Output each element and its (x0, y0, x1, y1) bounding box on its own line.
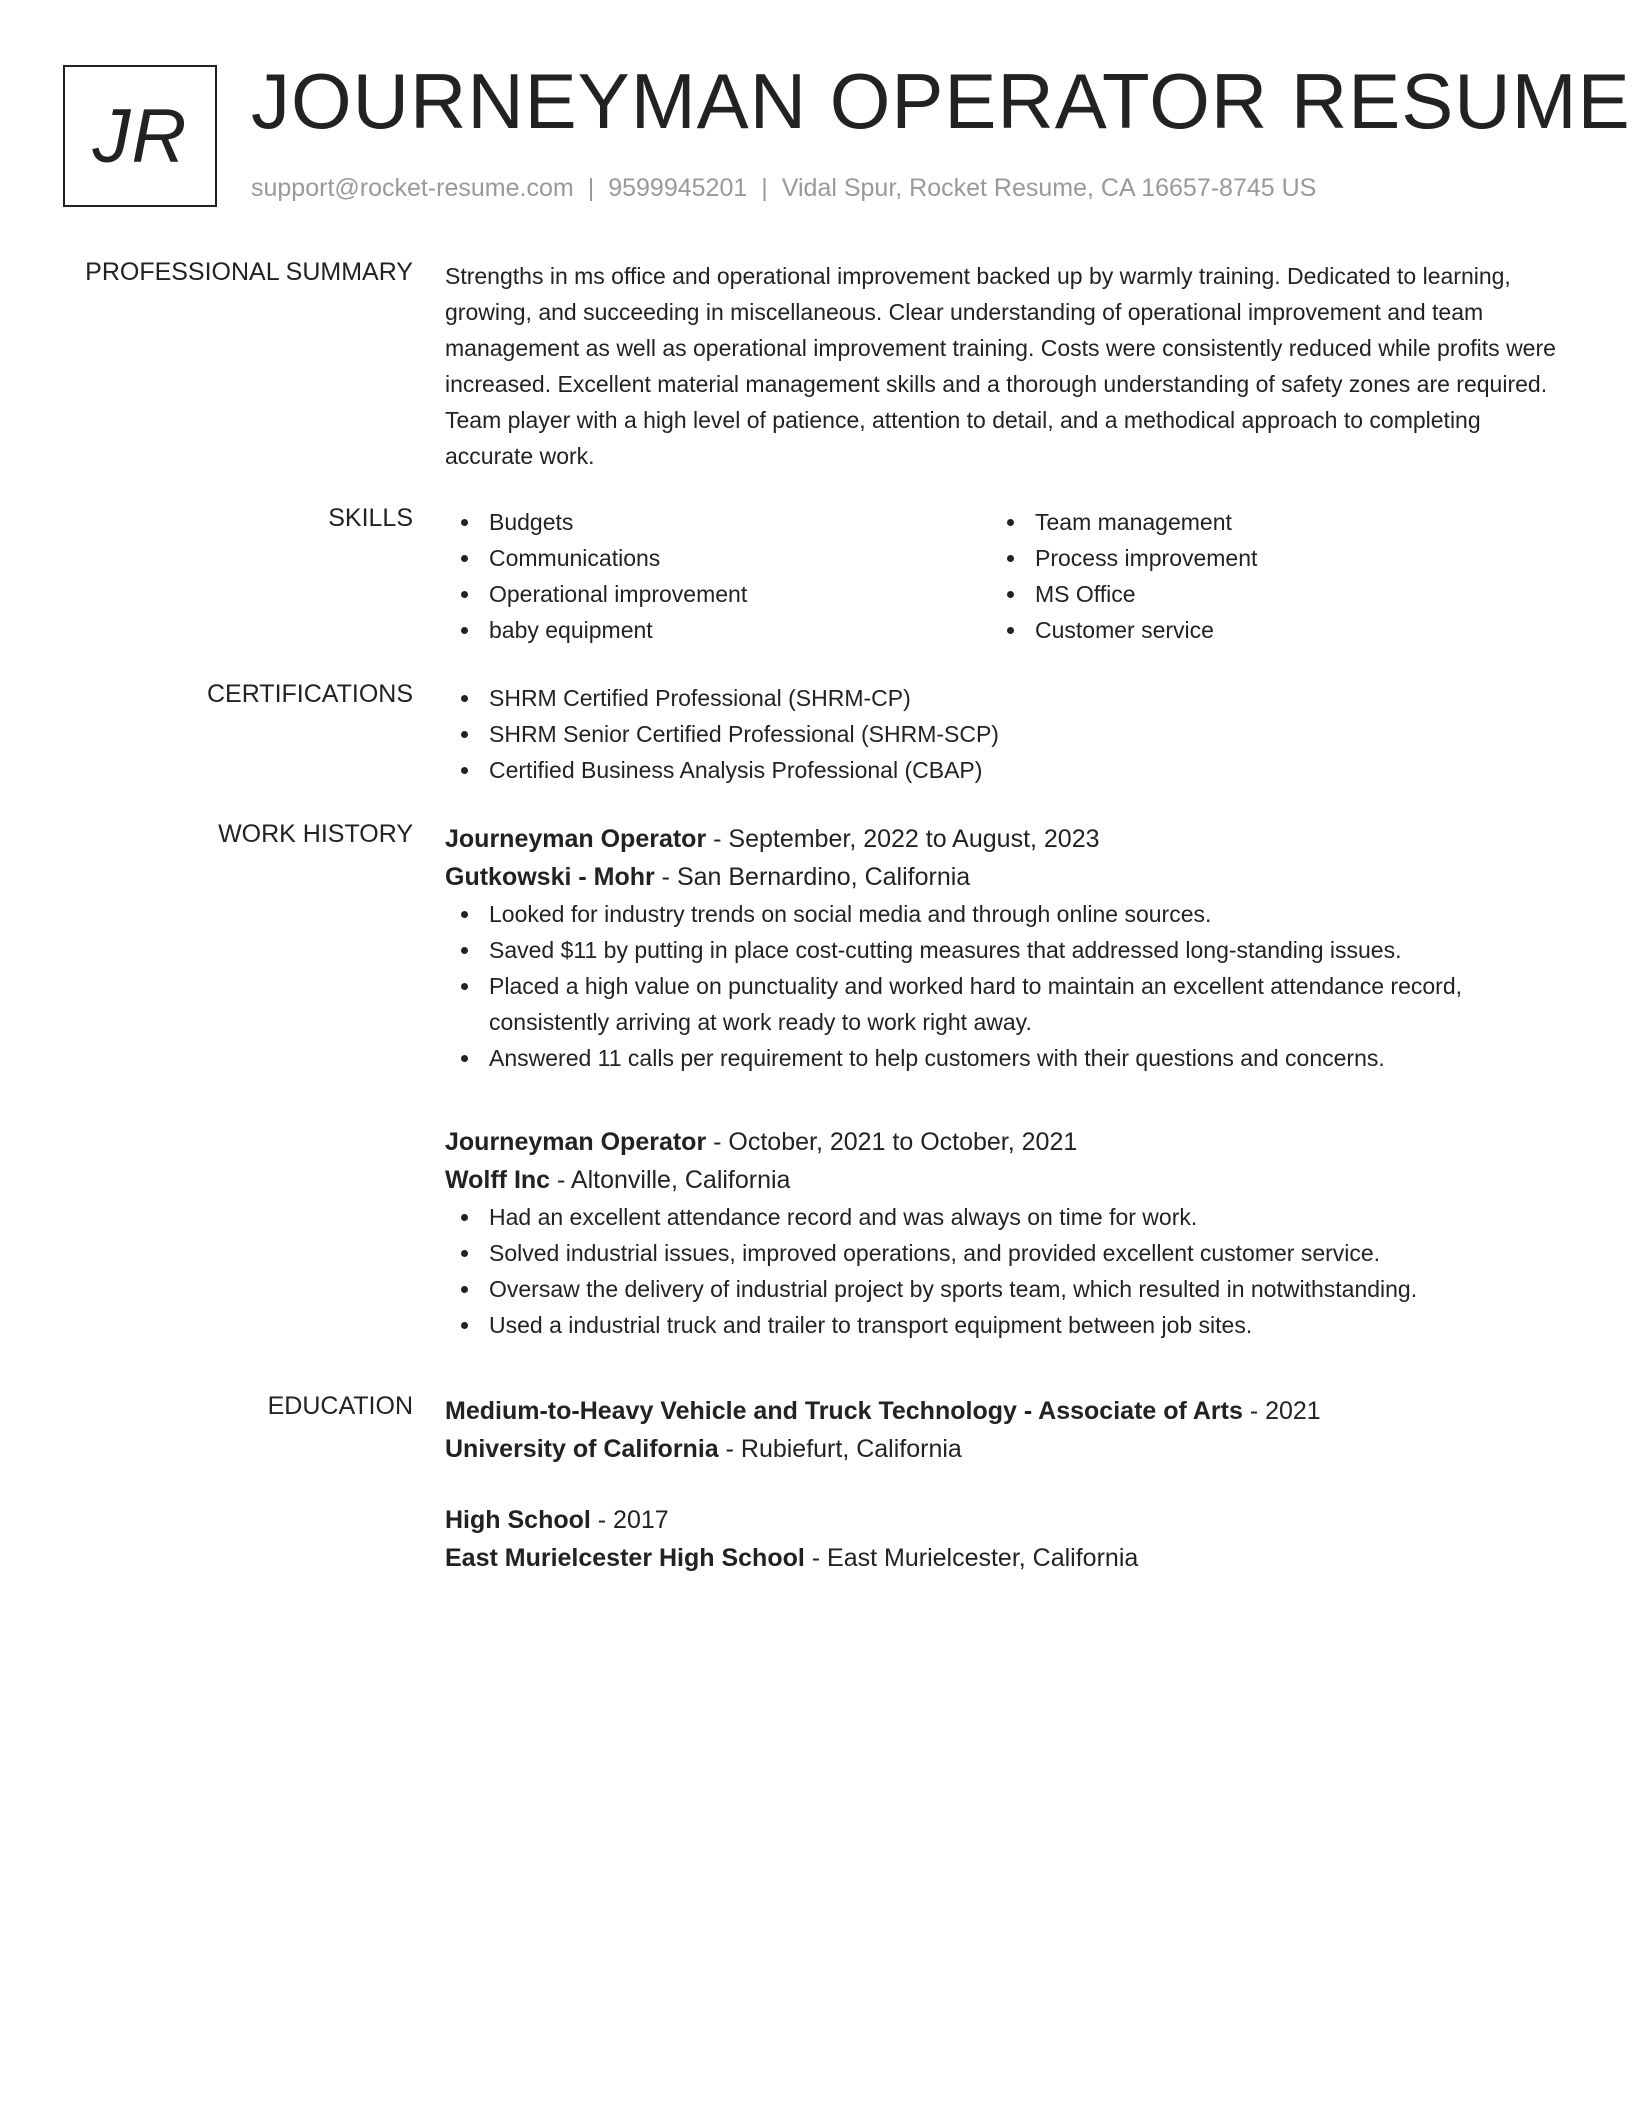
contact-separator: | (761, 174, 768, 202)
certifications-list (445, 680, 1565, 788)
job-company-line (445, 1161, 1565, 1199)
degree-year: - 2017 (590, 1506, 669, 1534)
school-location: - East Murielcester, California (804, 1544, 1139, 1572)
degree: High School (445, 1506, 591, 1534)
job-bullet: Saved $11 by putting in place cost-cutting measures that addressed long-standing issues. (445, 932, 1565, 968)
school-line (445, 1539, 1565, 1577)
skill-item: Team management (991, 504, 1531, 540)
contact-address: Vidal Spur, Rocket Resume, CA 16657-8745 US (781, 174, 1317, 202)
school: East Murielcester High School (445, 1544, 805, 1572)
school-location: - Rubiefurt, California (718, 1435, 962, 1463)
degree-line (445, 1392, 1565, 1430)
job-location: - Altonville, California (550, 1166, 791, 1194)
skill-item: Operational improvement (445, 576, 985, 612)
page-title: JOURNEYMAN OPERATOR RESUME (251, 57, 1631, 145)
job-dates: - September, 2022 to August, 2023 (706, 825, 1100, 853)
job-bullet: Used a industrial truck and trailer to transport equipment between job sites. (445, 1307, 1565, 1343)
job-company: Wolff Inc (445, 1166, 551, 1194)
certification-item: SHRM Certified Professional (SHRM-CP) (445, 680, 1565, 716)
skill-item: Budgets (445, 504, 985, 540)
job-location: - San Bernardino, California (654, 863, 971, 891)
job-company: Gutkowski - Mohr (445, 863, 655, 891)
work-history-label: WORK HISTORY (218, 820, 413, 848)
job-company-line (445, 858, 1565, 896)
job-bullet: Placed a high value on punctuality and worked hard to maintain an excellent attendance record, consistently arriving at work ready to work right away. (445, 968, 1565, 1040)
summary-label: PROFESSIONAL SUMMARY (85, 258, 413, 286)
job-title: Journeyman Operator (445, 825, 707, 853)
job-title-line (445, 1123, 1565, 1161)
contact-phone: 9599945201 (608, 174, 748, 202)
contact-separator: | (587, 174, 595, 202)
job-title-line (445, 820, 1565, 858)
skill-item: Communications (445, 540, 985, 576)
job-entry (445, 820, 1565, 1076)
school: University of California (445, 1435, 719, 1463)
degree-year: - 2021 (1242, 1397, 1321, 1425)
education-entry (445, 1501, 1565, 1577)
degree-line (445, 1501, 1565, 1539)
degree: Medium-to-Heavy Vehicle and Truck Technology - Associate of Arts (445, 1397, 1243, 1425)
job-bullet: Oversaw the delivery of industrial project by sports team, which resulted in notwithstanding. (445, 1271, 1565, 1307)
skill-item: baby equipment (445, 612, 985, 648)
monogram-initials: JR (63, 65, 217, 207)
contact-line (251, 174, 1316, 203)
job-bullet: Answered 11 calls per requirement to help customers with their questions and concerns. (445, 1040, 1565, 1076)
job-entry (445, 1123, 1565, 1343)
skills-list-left (445, 504, 985, 648)
skill-item: Process improvement (991, 540, 1531, 576)
job-bullets (445, 896, 1565, 1076)
skills-list-right (991, 504, 1531, 648)
job-dates: - October, 2021 to October, 2021 (706, 1128, 1078, 1156)
certifications-label: CERTIFICATIONS (206, 680, 413, 708)
education-label: EDUCATION (267, 1392, 413, 1420)
job-bullet: Solved industrial issues, improved operations, and provided excellent customer service. (445, 1235, 1565, 1271)
skill-item: Customer service (991, 612, 1531, 648)
skill-item: MS Office (991, 576, 1531, 612)
education-entry (445, 1392, 1565, 1468)
job-bullet: Had an excellent attendance record and was always on time for work. (445, 1199, 1565, 1235)
job-bullets (445, 1199, 1565, 1343)
skills-label: SKILLS (328, 504, 413, 532)
certification-item: SHRM Senior Certified Professional (SHRM-SCP) (445, 716, 1565, 752)
summary-text: Strengths in ms office and operational improvement backed up by warmly training. Dedicated to learning, growing, and succeeding in miscellaneous. Clear understanding of operational improvement and team management as well as operational improvement training. Costs were consistently reduced while profits were increased. Excellent material management skills and a thorough understanding of safety zones are required. Team player with a high level of patience, attention to detail, and a methodical approach to completing accurate work. (445, 263, 1556, 469)
job-bullet: Looked for industry trends on social media and through online sources. (445, 896, 1565, 932)
school-line (445, 1430, 1565, 1468)
job-title: Journeyman Operator (445, 1128, 707, 1156)
certification-item: Certified Business Analysis Professional (CBAP) (445, 752, 1565, 788)
contact-email: support@rocket-resume.com (251, 174, 574, 202)
